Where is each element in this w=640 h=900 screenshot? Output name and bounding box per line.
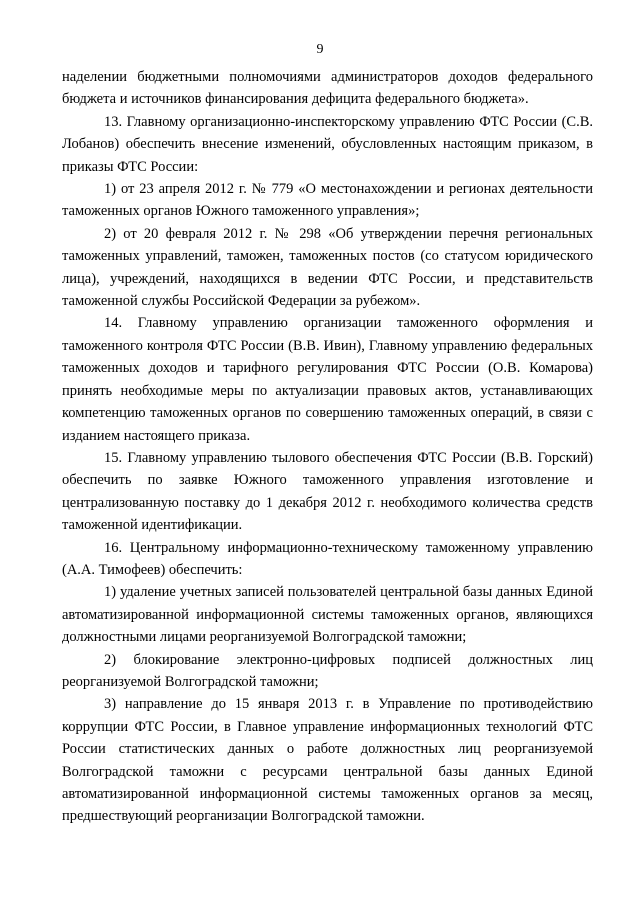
paragraph-item-15: 15. Главному управлению тылового обеспечения ФТС России (В.В. Горский) обеспечить по заявке Южного таможенного управления изготовление и централизованную поставку до 1 декабря 2012 г. необходимого количества средств таможенной идентификации. — [62, 449, 593, 534]
paragraph-item-16: 16. Центральному информационно-техническому таможенному управлению (А.А. Тимофеев) обеспечить: — [62, 539, 593, 578]
paragraph-continuation: наделении бюджетными полномочиями администраторов доходов федерального бюджета и источников финансирования дефицита федерального бюджета». — [62, 69, 593, 108]
paragraph-item-13-1: 1) от 23 апреля 2012 г. № 779 «О местонахождении и регионах деятельности таможенных органов Южного таможенного управления»; — [62, 181, 593, 220]
paragraph-item-16-3: 3) направление до 15 января 2013 г. в Управление по противодействию коррупции ФТС России, в Главное управление информационных технологий ФТС России статистических данных о работе должностных лиц реорганизуемой Волгоградской таможни с ресурсами центральной базы данных Единой автоматизированной информационной системы таможенных органов за месяц, предшествующий реорганизации Волгоградской таможни. — [62, 696, 593, 825]
page-number: 9 — [316, 42, 324, 57]
paragraph-item-14: 14. Главному управлению организации таможенного оформления и таможенного контроля ФТС России (В.В. Ивин), Главному управлению федеральных таможенных доходов и тарифного регулирования ФТС России (О.В. Комарова) принять необходимые меры по актуализации правовых актов, устанавливающих компетенцию таможенных органов по совершению таможенных операций, в связи с изданием настоящего приказа. — [62, 315, 593, 444]
paragraph-item-16-1: 1) удаление учетных записей пользователей центральной базы данных Единой автоматизированной информационной системы таможенных органов, являющихся должностными лицами реорганизуемой Волгоградской таможни; — [62, 584, 593, 646]
paragraph-item-13-2: 2) от 20 февраля 2012 г. № 298 «Об утверждении перечня региональных таможенных управлений, таможен, таможенных постов (со статусом юридического лица), учреждений, находящихся в ведении ФТС России, и представительств таможенной службы Российской Федерации за рубежом». — [62, 225, 593, 310]
paragraph-item-16-2: 2) блокирование электронно-цифровых подписей должностных лиц реорганизуемой Волгоградской таможни; — [62, 651, 593, 690]
paragraph-item-13: 13. Главному организационно-инспекторскому управлению ФТС России (С.В. Лобанов) обеспечить внесение изменений, обусловленных настоящим приказом, в приказы ФТС России: — [62, 113, 593, 175]
document-body — [62, 66, 593, 828]
